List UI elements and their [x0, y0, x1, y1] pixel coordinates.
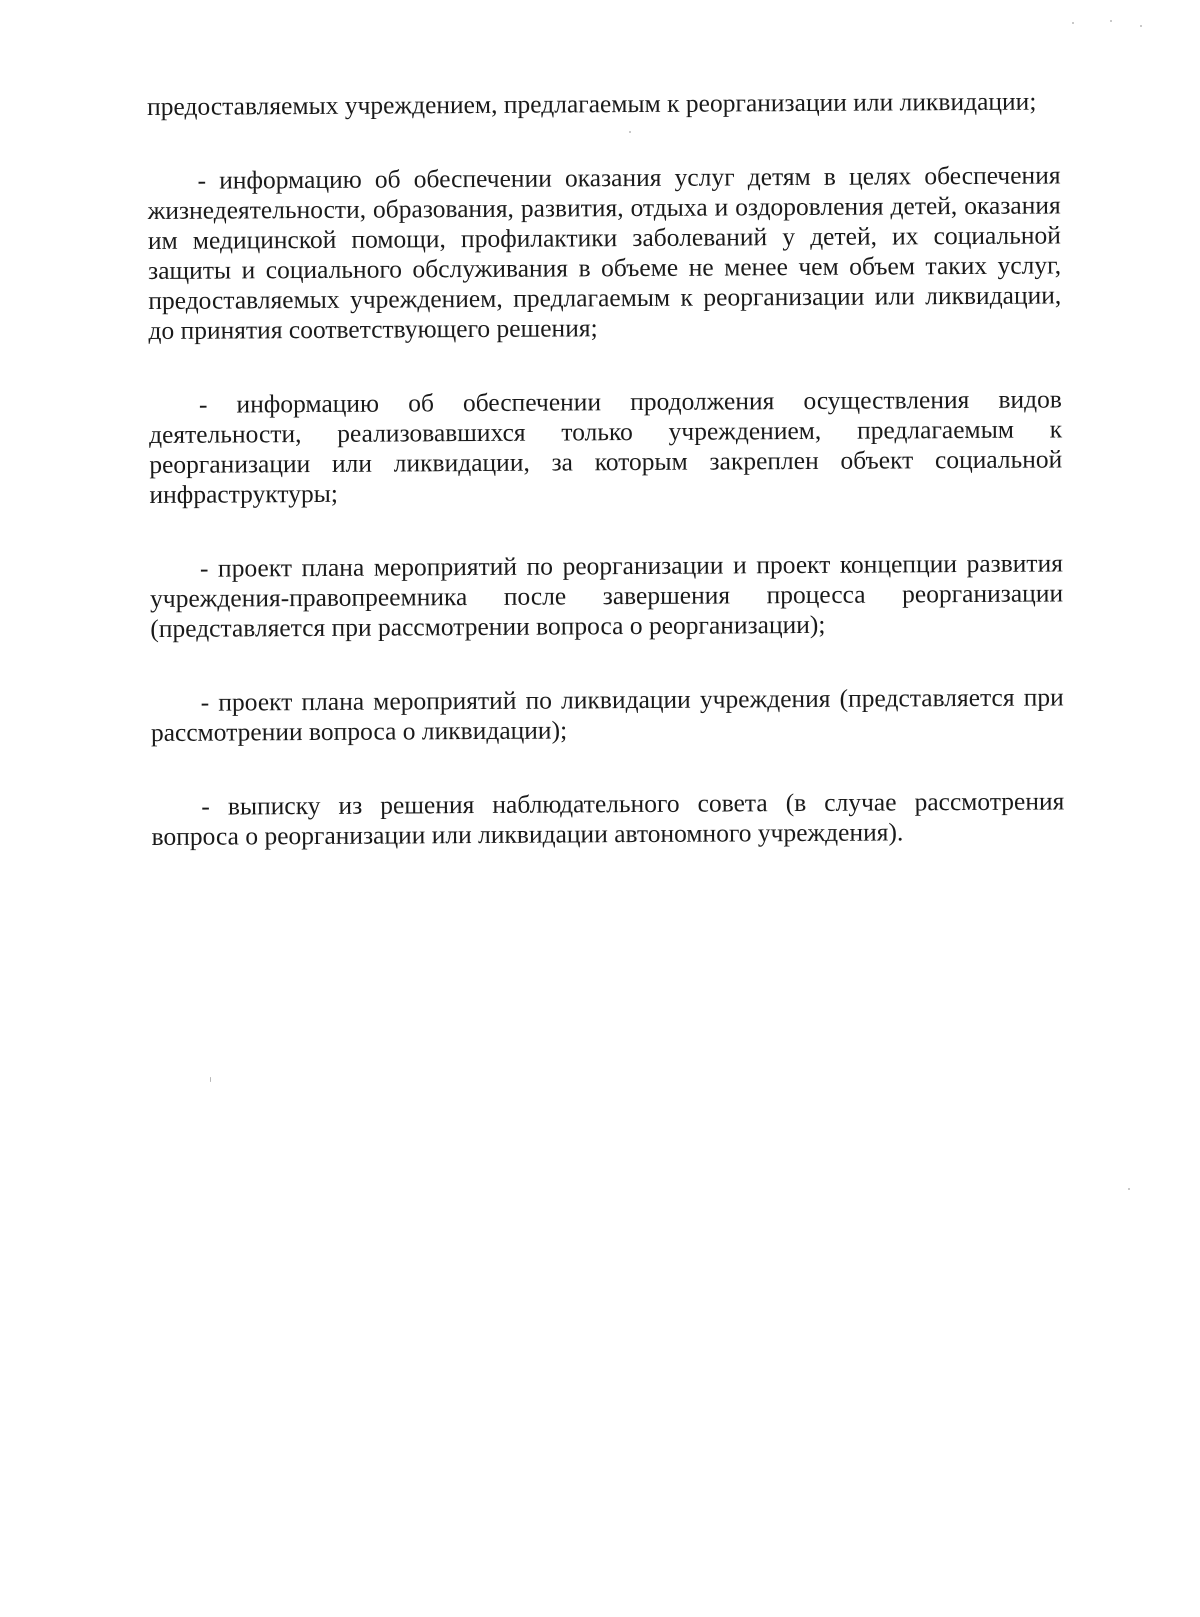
paragraph-liquidation-plan: - проект плана мероприятий по ликвидации учреждения (представляется при рассмотрении вопроса о ликвидации);: [150, 682, 1064, 747]
scan-speck: [629, 131, 631, 133]
scan-speck: [210, 1077, 211, 1082]
document-body: [147, 86, 1065, 896]
paragraph-reorganization-plan: - проект плана мероприятий по реорганизации и проект концепции развития учреждения-правопреемника после завершения процесса реорганизации (представляется при рассмотрении вопроса о реорганизации);: [150, 548, 1064, 643]
paragraph-continuation: предоставляемых учреждением, предлагаемым к реорганизации или ликвидации;: [147, 86, 1037, 121]
paragraph-services-for-children: - информацию об обеспечении оказания услуг детям в целях обеспечения жизнедеятельности, образования, развития, отдыха и оздоровления детей, оказания им медицинской помощи, профилактики заболеваний у детей, их социальной защиты и социального обслуживания в объеме не менее чем объем таких услуг, предоставляемых учреждением, предлагаемым к реорганизации или ликвидации, до принятия соответствующего решения;: [147, 160, 1062, 345]
scan-speck: [1072, 22, 1074, 24]
paragraph-continuation-of-activities: - информацию об обеспечении продолжения осуществления видов деятельности, реализовавшихся только учреждением, предлагаемым к реорганизации или ликвидации, за которым закреплен объект социальной инфраструктуры;: [149, 384, 1063, 509]
scan-speck: [1140, 25, 1142, 27]
scan-speck: [1110, 20, 1112, 22]
paragraph-supervisory-board-extract: - выписку из решения наблюдательного совета (в случае рассмотрения вопроса о реорганизации или ликвидации автономного учреждения).: [151, 786, 1065, 851]
scan-speck: [1128, 1188, 1130, 1190]
